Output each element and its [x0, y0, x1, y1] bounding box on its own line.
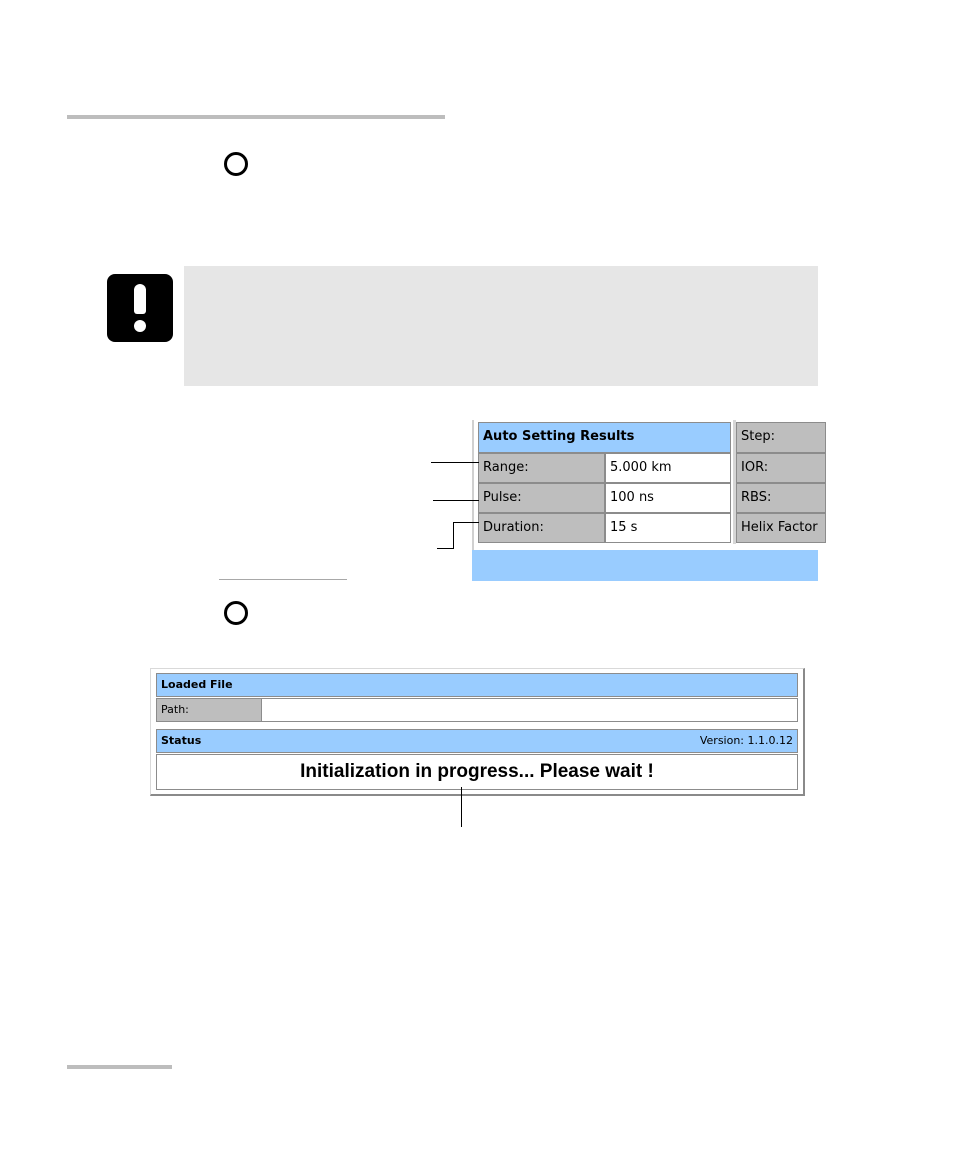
loaded-file-header: Loaded File: [156, 673, 798, 697]
callout-pulse: [433, 500, 479, 501]
pulse-value: 100 ns: [605, 483, 731, 513]
callout-range: [431, 462, 479, 463]
auto-setting-panel: [472, 420, 818, 582]
step-circle-icon: [224, 152, 248, 176]
panel-left-border: [472, 420, 474, 552]
important-notice-icon: [107, 274, 173, 342]
range-label: Range:: [478, 453, 605, 483]
callout-duration-vertical: [453, 522, 454, 549]
callout-duration-horizontal: [453, 522, 479, 523]
status-window: [150, 668, 805, 796]
pulse-label: Pulse:: [478, 483, 605, 513]
status-header: [156, 729, 798, 753]
important-notice-box: [184, 266, 818, 386]
auto-setting-title: Auto Setting Results: [478, 422, 731, 453]
helix-factor-label: Helix Factor: [736, 513, 826, 543]
exclamation-dot: [134, 320, 146, 332]
ior-label: IOR:: [736, 453, 826, 483]
path-field[interactable]: [261, 698, 798, 722]
version-value: 1.1.0.12: [747, 734, 793, 747]
panel-footer-bar: [472, 550, 818, 581]
step-circle-icon: [224, 601, 248, 625]
step-label: Step:: [736, 422, 826, 453]
callout-status: [461, 787, 462, 827]
duration-value: 15 s: [605, 513, 731, 543]
exclamation-icon: [134, 284, 146, 314]
status-message: Initialization in progress... Please wait !: [156, 754, 798, 790]
rbs-label: RBS:: [736, 483, 826, 513]
status-title: Status: [161, 734, 202, 747]
header-rule: [67, 115, 445, 119]
range-value: 5.000 km: [605, 453, 731, 483]
path-label: Path:: [156, 698, 262, 722]
divider-line: [219, 579, 347, 580]
duration-label: Duration:: [478, 513, 605, 543]
version-info: [700, 730, 793, 752]
version-label: Version:: [699, 734, 745, 747]
footer-rule: [67, 1065, 172, 1069]
callout-duration-foot: [437, 548, 454, 549]
